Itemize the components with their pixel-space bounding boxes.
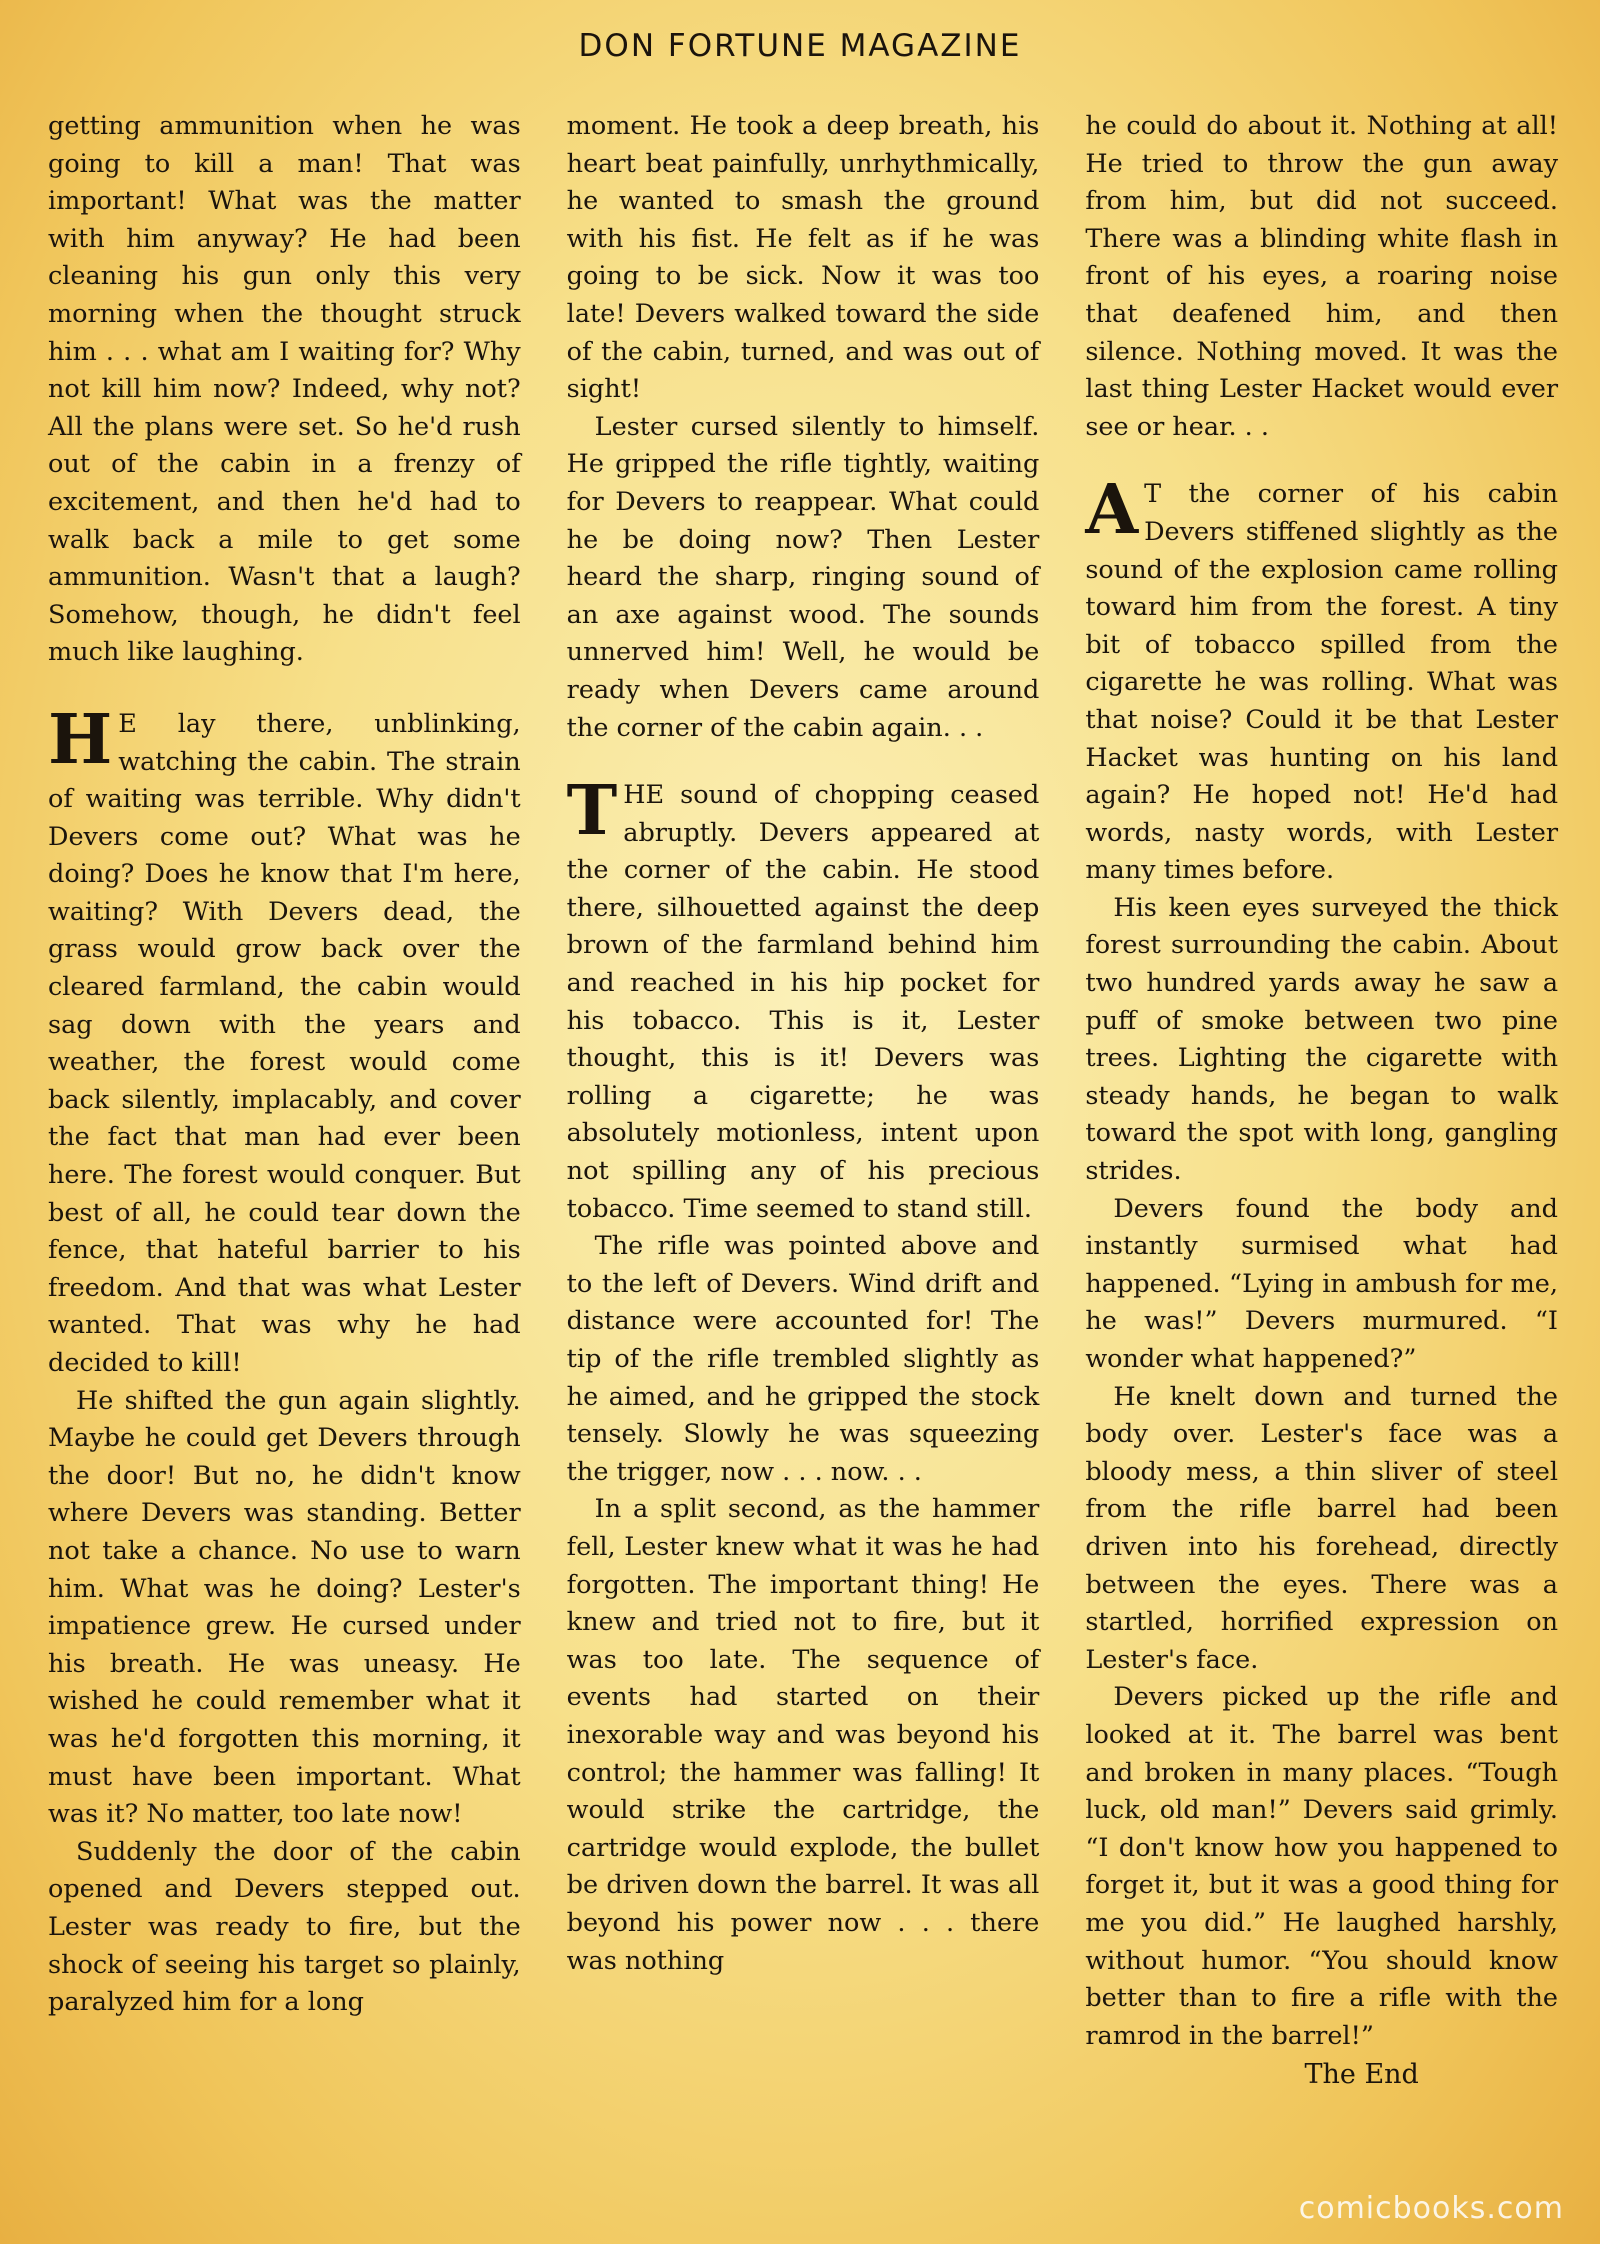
- paragraph: Lester cursed silently to himself. He gripped the rifle tightly, waiting for Devers to reappear. What could he be doing now? Then Lester heard the sharp, ringing sound of an axe against wood. The sounds unnerved him! Well, he would be ready when Devers came around the corner of the cabin again. . .: [566, 411, 1040, 743]
- drop-cap: H: [48, 699, 113, 780]
- paragraph: getting ammunition when he was going to kill a man! That was important! What was the matter with him anyway? He had been cleaning his gun only this very morning when the thought struck him . . . what am I waiting for? Why not kill him now? Indeed, why not? All the plans were set. So he'd rush out of the cabin in a frenzy of excitement, and then he'd had to walk back a mile to get some ammunition. Wasn't that a laugh? Somehow, though, he didn't feel much like laughing.: [48, 111, 521, 668]
- paragraph: he could do about it. Nothing at all! He tried to throw the gun away from him, but did not succeed. There was a blinding white flash in front of his eyes, a roaring noise that deafened him, and then silence. Nothing moved. It was the last thing Lester Hacket would ever see or hear. . .: [1085, 111, 1559, 442]
- drop-cap: T: [566, 771, 618, 852]
- paragraph: His keen eyes surveyed the thick forest surrounding the cabin. About two hundred yards away he saw a puff of smoke between two pine trees. Lighting the cigarette with steady hands, he began to walk toward the spot with long, gangling strides.: [1085, 892, 1559, 1187]
- drop-cap: A: [1085, 470, 1139, 551]
- column-1: [48, 108, 521, 2168]
- page-header: DON FORTUNE MAGAZINE: [578, 28, 1022, 64]
- paragraph: In a split second, as the hammer fell, Lester knew what it was he had forgotten. The important thing! He knew and tried not to fire, but it was too late. The sequence of events had started on their inexorable way and was beyond his control; the hammer was falling! It would strike the cartridge, the cartridge would explode, the bullet be driven down the barrel. It was all beyond his power now . . . there was nothing: [566, 1494, 1040, 1976]
- paragraph: moment. He took a deep breath, his heart beat painfully, unrhythmically, he wanted to smash the ground with his fist. He felt as if he was going to be sick. Now it was too late! Devers walked toward the side of the cabin, turned, and was out of sight!: [566, 111, 1040, 405]
- end-mark: The End: [1304, 2059, 1419, 2091]
- paragraph: Devers found the body and instantly surmised what had happened. “Lying in ambush for me, he was!” Devers murmured. “I wonder what happened?”: [1085, 1193, 1559, 1374]
- column-3: [1085, 108, 1558, 2168]
- paragraph-drop-cap: [1085, 470, 1559, 890]
- paragraph-text: HE sound of chopping ceased abruptly. Devers appeared at the corner of the cabin. He stood there, silhouetted against the deep brown of the farmland behind him and reached in his hip pocket for his tobacco. This is it, Lester thought, this is it! Devers was rolling a cigarette; he was absolutely motionless, intent upon not spilling any of his precious tobacco. Time seemed to stand still.: [566, 780, 1040, 1224]
- paragraph-text: T the corner of his cabin Devers stiffened slightly as the sound of the explosion came rolling toward him from the forest. A tiny bit of tobacco spilled from the cigarette he was rolling. What was that noise? Could it be that Lester Hacket was hunting on his land again? He hoped not! He'd had words, nasty words, with Lester many times before.: [1085, 479, 1559, 886]
- paragraph-drop-cap: [566, 771, 1040, 1228]
- paragraph: The rifle was pointed above and to the left of Devers. Wind drift and distance were accounted for! The tip of the rifle trembled slightly as he aimed, and he gripped the stock tensely. Slowly he was squeezing the trigger, now . . . now. . .: [566, 1231, 1040, 1487]
- paragraph-text: E lay there, unblinking, watching the cabin. The strain of waiting was terrible. Why didn't Devers come out? What was he doing? Does he know that I'm here, waiting? With Devers dead, the grass would grow back over the cleared farmland, the cabin would sag down with the years and weather, the forest would come back silently, implacably, and cover the fact that man had ever been here. The forest would conquer. But best of all, he could tear down the fence, that hateful barrier to his freedom. And that was what Lester wanted. That was why he had decided to kill!: [48, 708, 521, 1378]
- article-columns: [48, 108, 1558, 2168]
- column-2: [567, 108, 1040, 2168]
- paragraph: He knelt down and turned the body over. Lester's face was a bloody mess, a thin sliver of steel from the rifle barrel had been driven into his forehead, directly between the eyes. There was a startled, horrified expression on Lester's face.: [1085, 1381, 1559, 1675]
- watermark: comicbooks.com: [1298, 2191, 1564, 2226]
- paragraph: Devers picked up the rifle and looked at it. The barrel was bent and broken in many places. “Tough luck, old man!” Devers said grimly. “I don't know how you happened to forget it, but it was a good thing for me you did.” He laughed harshly, without humor. “You should know better than to fire a rifle with the ramrod in the barrel!”: [1085, 1682, 1559, 2051]
- paragraph: He shifted the gun again slightly. Maybe he could get Devers through the door! But no, he didn't know where Devers was standing. Better not take a chance. No use to warn him. What was he doing? Lester's impatience grew. He cursed under his breath. He was uneasy. He wished he could remember what it was he'd forgotten this morning, it must have been important. What was it? No matter, too late now!: [48, 1385, 521, 1830]
- paragraph-drop-cap: [48, 699, 521, 1383]
- paragraph: Suddenly the door of the cabin opened and Devers stepped out. Lester was ready to fire, but the shock of seeing his target so plainly, paralyzed him for a long: [48, 1836, 521, 2018]
